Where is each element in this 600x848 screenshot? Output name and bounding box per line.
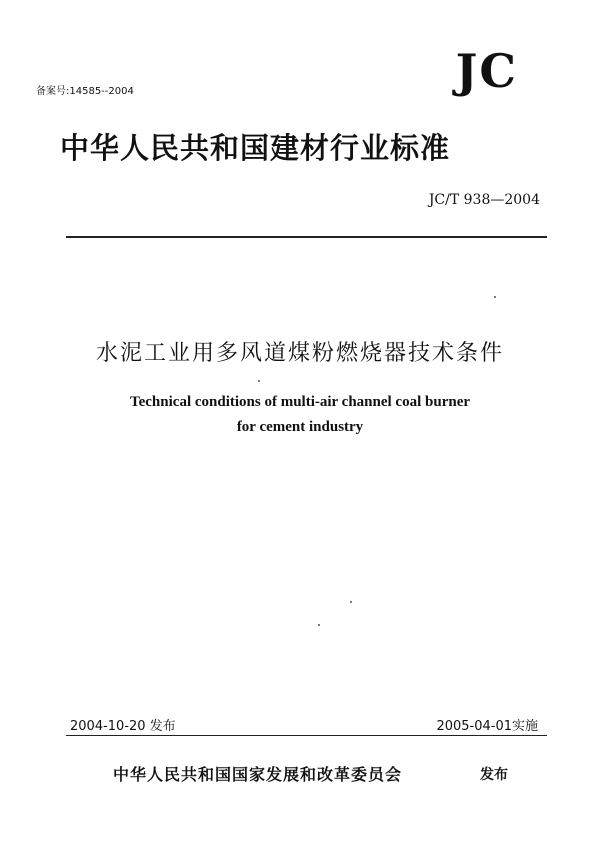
filing-number: 备案号:14585--2004 [36,86,134,97]
standard-category-title: 中华人民共和国建材行业标准 [60,131,451,165]
scan-speck [494,296,496,298]
document-title-english [0,390,600,440]
issuer-action-label: 发布 [480,767,508,783]
issuing-authority: 中华人民共和国国家发展和改革委员会 [113,765,403,784]
english-title-line-2: for cement industry [236,419,364,435]
scan-speck [318,624,320,626]
document-title-chinese: 水泥工业用多风道煤粉燃烧器技术条件 [95,341,504,366]
header-divider [66,236,547,238]
jc-logo: JC [455,44,518,98]
scan-speck [350,601,352,603]
standard-number: JC/T 938—2004 [428,192,540,208]
implementation-date: 2005-04-01实施 [436,719,538,734]
english-title-line-1: Technical conditions of multi-air channel coal burner [129,394,471,410]
scan-speck [258,380,260,382]
issue-date: 2004-10-20 发布 [70,719,176,734]
footer-divider [66,735,547,736]
